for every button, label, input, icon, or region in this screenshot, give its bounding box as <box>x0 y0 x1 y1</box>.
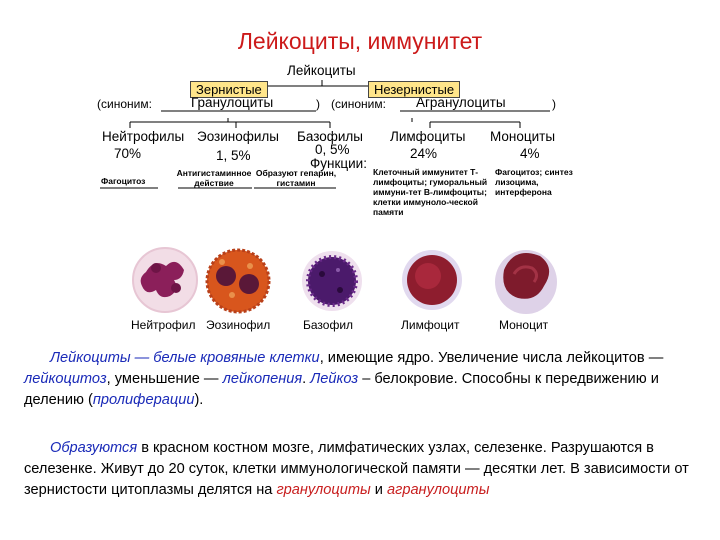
basophil-cell-image <box>302 251 362 311</box>
synonym-left-close: ) <box>316 97 320 111</box>
granular-box: Зернистые <box>190 81 268 98</box>
synonym-right-term: Агранулоциты <box>416 95 506 110</box>
page-title: Лейкоциты, иммунитет <box>237 28 483 54</box>
paragraph-definition <box>24 348 704 411</box>
text-segment: . <box>302 371 311 387</box>
function-monocyte: Фагоцитоз; синтез лизоцима, интерферона <box>495 167 573 197</box>
type-basophils: Базофилы <box>297 129 363 144</box>
function-basophil: Образуют гепарин, гистамин <box>255 168 337 188</box>
function-eosinophil: Антигистаминное действие <box>176 168 252 188</box>
term-granulocytes: гранулоциты <box>276 482 371 498</box>
functions-label: Функции: <box>310 156 367 171</box>
term-leukocytosis: лейкоцитоз <box>24 371 107 387</box>
cell-label-monocyte: Моноцит <box>499 318 549 332</box>
text-segment: , имеющие ядро. Увеличение числа лейкоцитов — <box>319 350 664 366</box>
percent-lymphocytes: 24% <box>410 146 438 161</box>
text-segment: , уменьшение — <box>106 371 223 387</box>
agranular-box: Незернистые <box>368 81 460 98</box>
synonym-right-prefix: (синоним: <box>331 97 386 111</box>
function-neutrophil: Фагоцитоз <box>101 176 146 186</box>
type-neutrophils: Нейтрофилы <box>102 129 185 144</box>
type-eosinophils: Эозинофилы <box>197 129 279 144</box>
term-leukopenia: лейкопения <box>222 371 303 387</box>
percent-monocytes: 4% <box>520 146 540 161</box>
text-segment: – белокровие. Способны к передвижению и делению ( <box>24 371 659 408</box>
text-segment: и <box>370 482 388 498</box>
monocyte-cell-image <box>495 250 557 314</box>
synonym-right-close: ) <box>552 97 556 111</box>
root-label: Лейкоциты <box>287 63 356 78</box>
type-lymphocytes: Лимфоциты <box>390 129 466 144</box>
term-leukosis: Лейкоз <box>310 371 359 387</box>
term-formed: Образуются <box>50 440 138 456</box>
cell-label-basophil: Базофил <box>303 318 354 332</box>
cell-label-eosinophil: Эозинофил <box>206 318 271 332</box>
term-leukocytes: Лейкоциты — белые кровяные клетки <box>50 350 320 366</box>
paragraph-origin <box>24 438 704 501</box>
text-segment: ). <box>194 392 204 408</box>
neutrophil-cell-image <box>133 248 197 312</box>
synonym-left-term: Гранулоциты <box>191 95 274 110</box>
type-monocytes: Моноциты <box>490 129 556 144</box>
cell-label-lymphocyte: Лимфоцит <box>401 318 460 332</box>
synonym-left-prefix: (синоним: <box>97 97 152 111</box>
lymphocyte-cell-image <box>402 250 462 310</box>
text-segment: в красном костном мозге, лимфатических узлах, селезенке. Разрушаются в селезенке. Живут до 20 суток, клетки иммунологической памяти — десятки лет. В зависимости от зернистости цитоплазмы делятся на <box>24 440 689 498</box>
percent-basophils: 0, 5% <box>315 142 350 157</box>
percent-neutrophils: 70% <box>114 146 142 161</box>
function-lymphocyte: Клеточный иммунитет Т-лимфоциты; гуморальный иммуни-тет В-лимфоциты; клетки иммуноло-ческой памяти <box>373 167 488 217</box>
eosinophil-cell-image <box>207 250 269 312</box>
cell-label-neutrophil: Нейтрофил <box>131 318 196 332</box>
percent-eosinophils: 1, 5% <box>216 148 251 163</box>
term-agranulocytes: агранулоциты <box>387 482 490 498</box>
term-proliferation: пролиферации <box>92 392 195 408</box>
